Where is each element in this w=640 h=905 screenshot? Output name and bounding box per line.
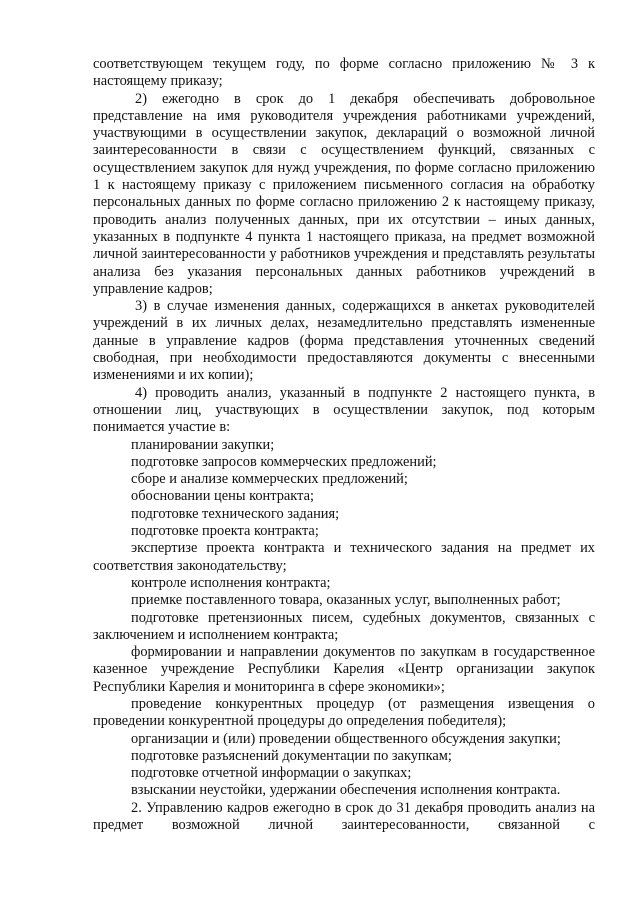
paragraph: взыскании неустойки, удержании обеспечения исполнения контракта. — [131, 782, 561, 799]
paragraph: приемке поставленного товара, оказанных услуг, выполненных работ; — [131, 592, 561, 609]
paragraph: 2. Управлению кадров ежегодно в срок до 31 декабря проводить анализ на предмет возможной личной заинтересованности, связанной с — [93, 799, 595, 834]
paragraph: подготовке запросов коммерческих предложений; — [131, 453, 437, 470]
paragraph: 2) ежегодно в срок до 1 декабря обеспечивать добровольное представление на имя руководителя учреждения работниками учреждений, участвующими в осуществлении закупок, деклараций о возможной личной заинтересованности в связи с осуществлением функций, связанных с осуществлением закупок для нужд учреждения, по форме согласно приложению 1 к настоящему приказу с приложением письменного согласия на обработку персональных данных по форме согласно приложению 2 к настоящему приказу, проводить анализ полученных данных, при их отсутствии – иных данных, указанных в подпункте 4 пункта 1 настоящего приказа, на предмет возможной личной заинтересованности у работников учреждения и представлять результаты анализа без указания персональных данных работников учреждений в управление кадров; — [93, 90, 595, 297]
paragraph: подготовке отчетной информации о закупках; — [131, 765, 412, 782]
paragraph: обосновании цены контракта; — [131, 488, 314, 505]
paragraph: подготовке разъяснений документации по закупкам; — [131, 747, 452, 764]
paragraph: подготовке проекта контракта; — [131, 523, 319, 540]
paragraph: формировании и направлении документов по закупкам в государственное казенное учреждение Республики Карелия «Центр организации закупок Республики Карелия и мониторинга в сфере экономики»; — [93, 644, 595, 695]
paragraph: проведение конкурентных процедур (от размещения извещения о проведении конкурентной процедуры до определения победителя); — [93, 695, 595, 730]
paragraph: подготовке претензионных писем, судебных документов, связанных с заключением и исполнением контракта; — [93, 609, 595, 643]
paragraph: планировании закупки; — [131, 436, 275, 453]
paragraph: 4) проводить анализ, указанный в подпункте 2 настоящего пункта, в отношении лиц, участвующих в осуществлении закупок, под которым понимается участие в: — [93, 384, 595, 436]
document-body — [93, 56, 595, 834]
paragraph: экспертизе проекта контракта и технического задания на предмет их соответствия законодательству; — [93, 540, 595, 574]
paragraph: соответствующем текущем году, по форме согласно приложению № 3 к настоящему приказу; — [93, 56, 595, 90]
paragraph: подготовке технического задания; — [131, 505, 340, 522]
paragraph: организации и (или) проведении общественного обсуждения закупки; — [131, 730, 561, 747]
paragraph: сборе и анализе коммерческих предложений; — [131, 471, 408, 488]
paragraph: контроле исполнения контракта; — [131, 574, 331, 591]
paragraph: 3) в случае изменения данных, содержащихся в анкетах руководителей учреждений в их личных делах, незамедлительно представлять измененные данные в управление кадров (форма представления уточненных сведений свободная, при необходимости предоставляются документы с внесенными изменениями и их копии); — [93, 298, 595, 384]
